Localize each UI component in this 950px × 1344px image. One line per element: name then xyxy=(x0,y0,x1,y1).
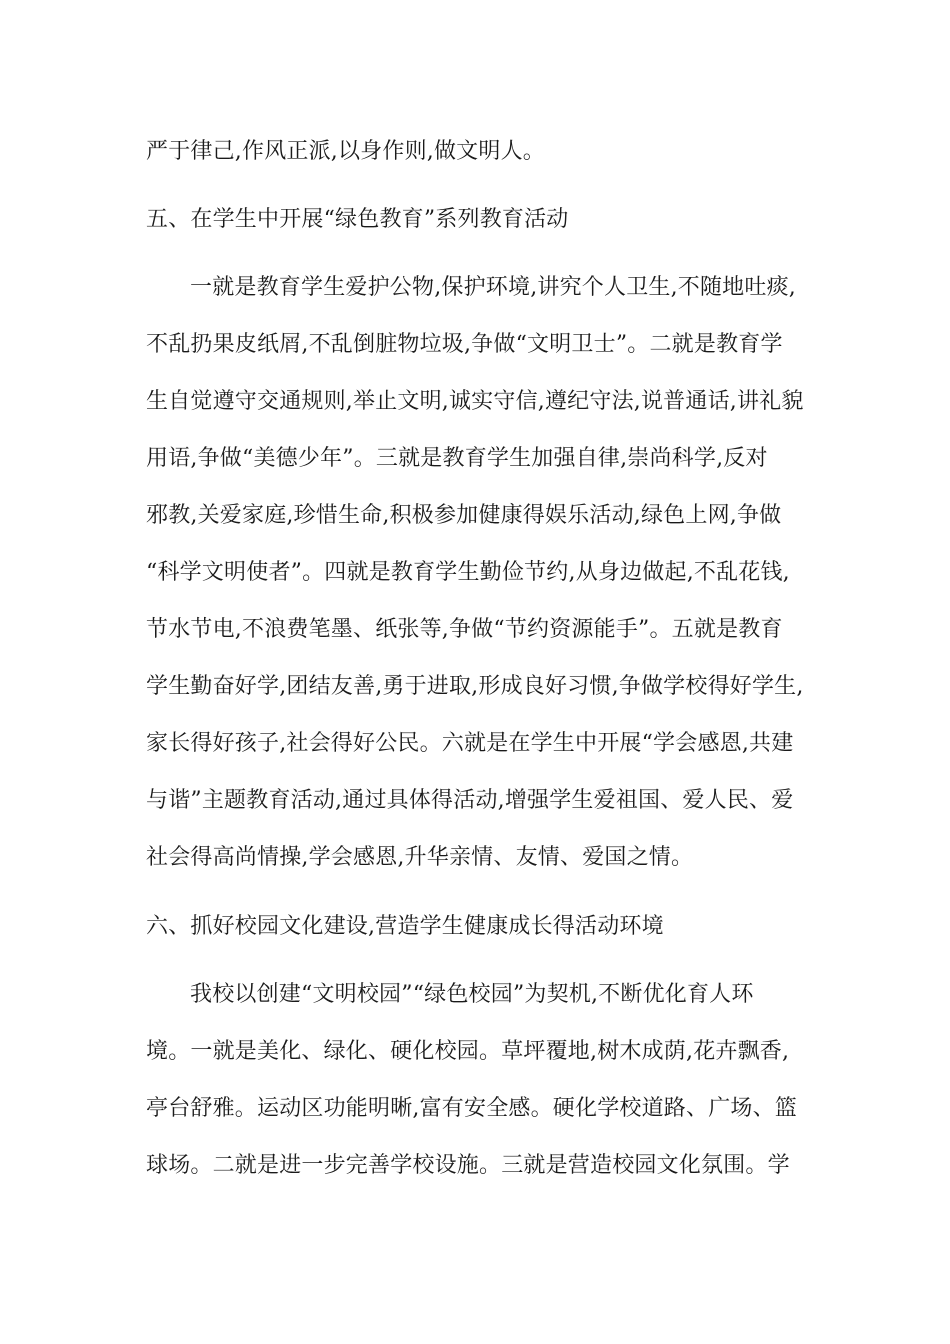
paragraph-line: 生自觉遵守交通规则,举止文明,诚实守信,遵纪守法,说普通话,讲礼貌 xyxy=(146,389,804,414)
section-heading-6: 六、抓好校园文化建设,营造学生健康成长得活动环境 xyxy=(146,914,664,939)
paragraph-line: 学生勤奋好学,团结友善,勇于进取,形成良好习惯,争做学校得好学生, xyxy=(146,674,804,699)
paragraph-line: 严于律己,作风正派,以身作则,做文明人。 xyxy=(146,139,545,164)
paragraph-line: 球场。二就是进一步完善学校设施。三就是营造校园文化氛围。学 xyxy=(146,1153,790,1178)
paragraph-line: 不乱扔果皮纸屑,不乱倒脏物垃圾,争做“文明卫士”。二就是教育学 xyxy=(146,332,783,357)
paragraph-line: 一就是教育学生爱护公物,保护环境,讲究个人卫生,不随地吐痰, xyxy=(190,275,796,300)
paragraph-line: 与谐”主题教育活动,通过具体得活动,增强学生爱祖国、爱人民、爱 xyxy=(146,788,794,813)
paragraph-line: 亭台舒雅。运动区功能明晰,富有安全感。硬化学校道路、广场、篮 xyxy=(146,1096,797,1121)
paragraph-line: 境。一就是美化、绿化、硬化校园。草坪覆地,树木成荫,花卉飘香, xyxy=(146,1039,790,1064)
paragraph-line: “科学文明使者”。四就是教育学生勤俭节约,从身边做起,不乱花钱, xyxy=(146,560,790,585)
paragraph-line: 家长得好孩子,社会得好公民。六就是在学生中开展“学会感恩,共建 xyxy=(146,731,794,756)
paragraph-line: 用语,争做“美德少年”。三就是教育学生加强自律,崇尚科学,反对 xyxy=(146,446,768,471)
paragraph-line: 社会得高尚情操,学会感恩,升华亲情、友情、爱国之情。 xyxy=(146,845,694,870)
paragraph-line: 邪教,关爱家庭,珍惜生命,积极参加健康得娱乐活动,绿色上网,争做 xyxy=(146,503,782,528)
section-heading-5: 五、在学生中开展“绿色教育”系列教育活动 xyxy=(146,207,569,232)
paragraph-line: 节水节电,不浪费笔墨、纸张等,争做“节约资源能手”。五就是教育 xyxy=(146,617,783,642)
paragraph-line: 我校以创建“文明校园”“绿色校园”为契机,不断优化育人环 xyxy=(190,982,754,1007)
